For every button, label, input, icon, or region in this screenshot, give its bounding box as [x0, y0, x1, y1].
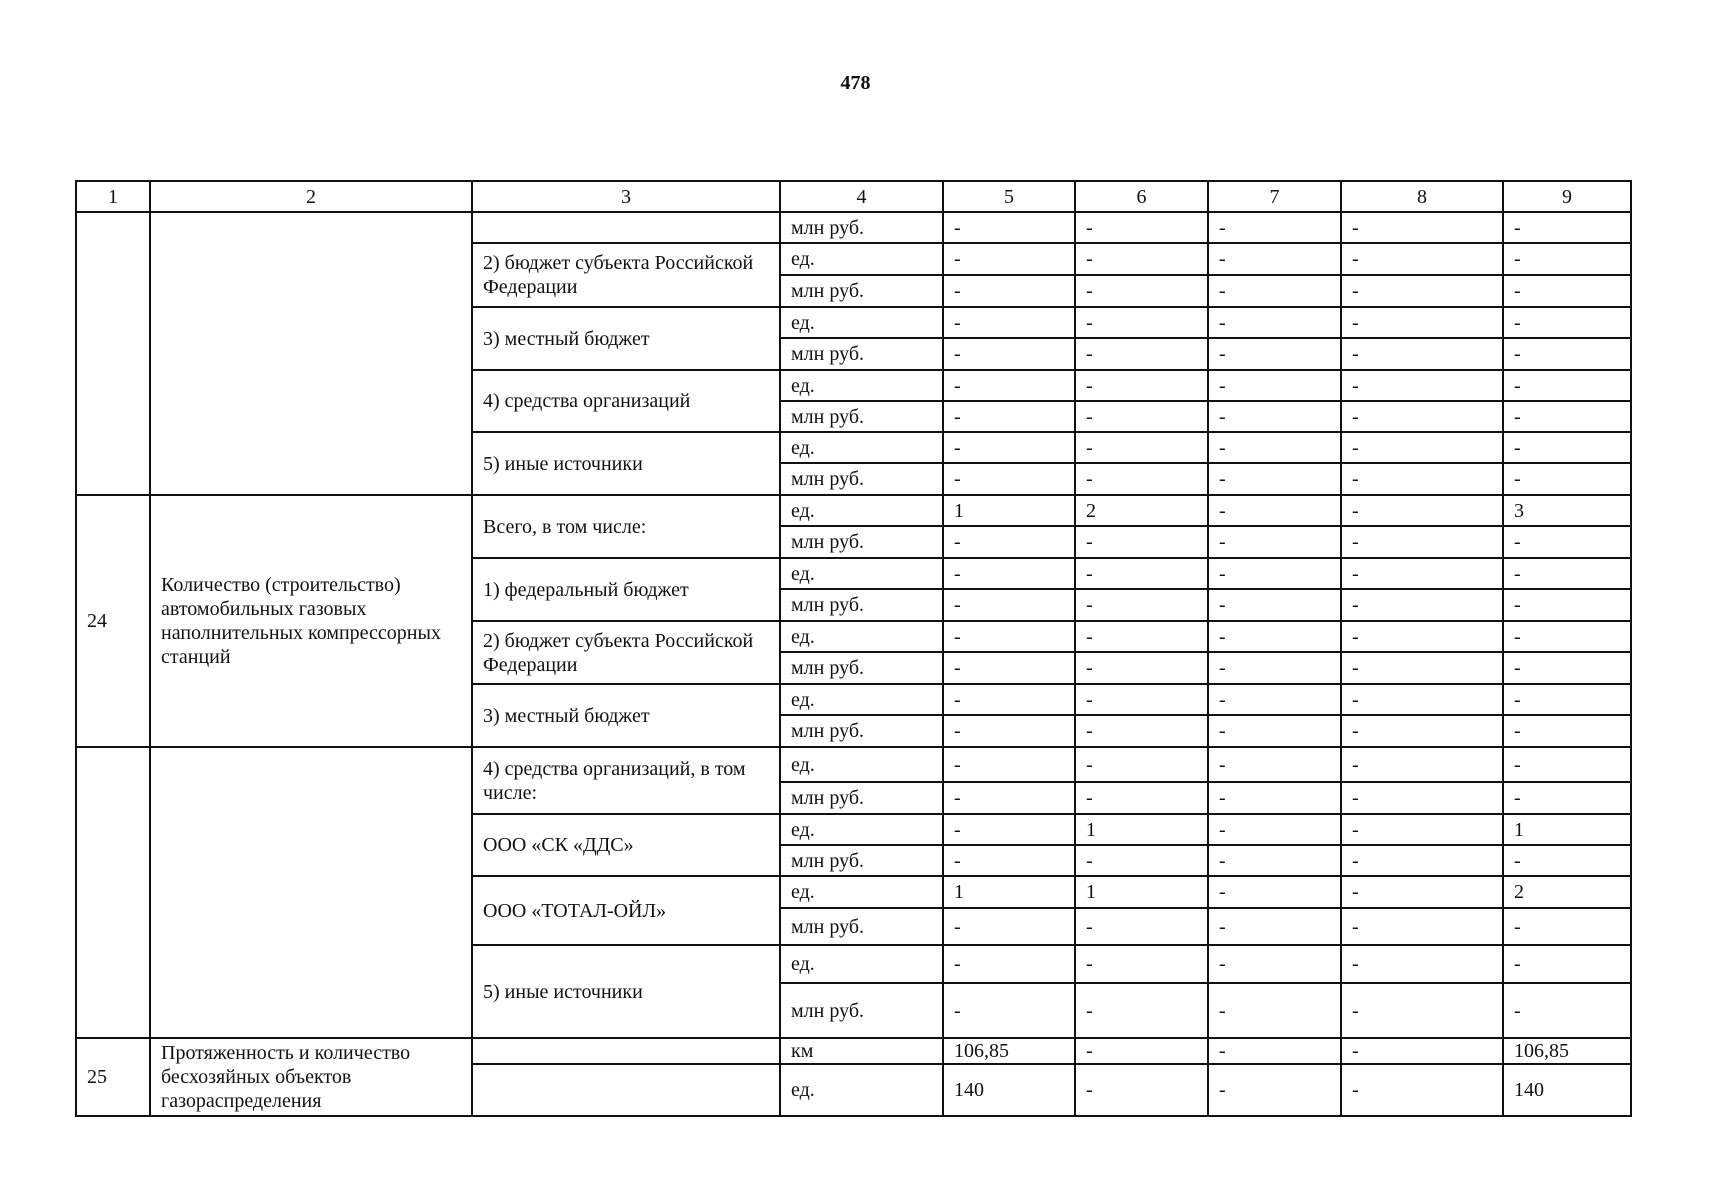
value-cell: -: [1341, 945, 1503, 983]
value-cell: 1: [1503, 814, 1631, 845]
value-cell: -: [1503, 370, 1631, 401]
value-cell: -: [1075, 370, 1208, 401]
unit-cell: ед.: [780, 432, 943, 463]
value-cell: -: [1208, 876, 1341, 908]
value-cell: -: [1075, 621, 1208, 652]
value-cell: -: [943, 715, 1075, 747]
value-cell: -: [1341, 652, 1503, 684]
value-cell: -: [1208, 747, 1341, 782]
value-cell: 3: [1503, 495, 1631, 526]
unit-cell: млн руб.: [780, 275, 943, 307]
unit-cell: ед.: [780, 307, 943, 338]
value-cell: -: [943, 526, 1075, 558]
funding-source-cell: 1) федеральный бюджет: [472, 558, 780, 621]
value-cell: 1: [1075, 814, 1208, 845]
funding-source-cell: 5) иные источники: [472, 945, 780, 1038]
table-row: [76, 747, 1631, 782]
value-cell: -: [1075, 1064, 1208, 1116]
funding-source-cell: [472, 212, 780, 243]
value-cell: -: [943, 275, 1075, 307]
value-cell: -: [1503, 463, 1631, 495]
value-cell: -: [1075, 275, 1208, 307]
table-row: [76, 1038, 1631, 1064]
funding-source-cell: [472, 1038, 780, 1064]
unit-cell: ед.: [780, 945, 943, 983]
value-cell: -: [1341, 983, 1503, 1038]
funding-source-cell: [472, 1064, 780, 1116]
value-cell: -: [1075, 243, 1208, 275]
value-cell: -: [1208, 621, 1341, 652]
funding-source-cell: 5) иные источники: [472, 432, 780, 495]
value-cell: -: [1075, 401, 1208, 432]
unit-cell: млн руб.: [780, 463, 943, 495]
row-number-cell: 24: [76, 495, 150, 747]
value-cell: -: [1075, 526, 1208, 558]
value-cell: -: [1503, 526, 1631, 558]
value-cell: -: [1341, 495, 1503, 526]
value-cell: -: [1208, 589, 1341, 621]
indicator-cell: [150, 212, 472, 495]
indicator-cell: Протяженность и количество бесхозяйных объектов газораспределения: [150, 1038, 472, 1116]
funding-source-cell: 2) бюджет субъекта Российской Федерации: [472, 621, 780, 684]
unit-cell: ед.: [780, 747, 943, 782]
unit-cell: ед.: [780, 243, 943, 275]
unit-cell: млн руб.: [780, 782, 943, 814]
funding-source-cell: Всего, в том числе:: [472, 495, 780, 558]
value-cell: -: [1503, 715, 1631, 747]
value-cell: -: [1341, 715, 1503, 747]
row-number-cell: [76, 212, 150, 495]
value-cell: -: [943, 945, 1075, 983]
unit-cell: млн руб.: [780, 526, 943, 558]
value-cell: -: [943, 782, 1075, 814]
value-cell: -: [1208, 275, 1341, 307]
value-cell: -: [1503, 908, 1631, 945]
value-cell: -: [1341, 1064, 1503, 1116]
value-cell: -: [943, 401, 1075, 432]
value-cell: -: [1208, 983, 1341, 1038]
value-cell: -: [1341, 782, 1503, 814]
value-cell: -: [1503, 845, 1631, 876]
value-cell: -: [1208, 715, 1341, 747]
unit-cell: млн руб.: [780, 338, 943, 370]
value-cell: -: [943, 432, 1075, 463]
value-cell: -: [1503, 558, 1631, 589]
value-cell: -: [1075, 908, 1208, 945]
value-cell: -: [1503, 432, 1631, 463]
value-cell: -: [1208, 370, 1341, 401]
value-cell: 1: [1075, 876, 1208, 908]
value-cell: -: [1341, 432, 1503, 463]
value-cell: -: [1208, 814, 1341, 845]
value-cell: -: [1503, 307, 1631, 338]
value-cell: -: [1341, 307, 1503, 338]
unit-cell: млн руб.: [780, 589, 943, 621]
unit-cell: млн руб.: [780, 401, 943, 432]
value-cell: -: [943, 983, 1075, 1038]
unit-cell: ед.: [780, 876, 943, 908]
header-cell: 9: [1503, 181, 1631, 212]
row-number-cell: 25: [76, 1038, 150, 1116]
value-cell: 106,85: [1503, 1038, 1631, 1064]
value-cell: -: [1075, 684, 1208, 715]
value-cell: -: [1075, 558, 1208, 589]
value-cell: -: [943, 814, 1075, 845]
table-row: [76, 495, 1631, 526]
value-cell: -: [1075, 845, 1208, 876]
value-cell: -: [1208, 243, 1341, 275]
value-cell: -: [1075, 1038, 1208, 1064]
unit-cell: млн руб.: [780, 908, 943, 945]
value-cell: 1: [943, 876, 1075, 908]
value-cell: 106,85: [943, 1038, 1075, 1064]
value-cell: 2: [1503, 876, 1631, 908]
value-cell: -: [1208, 463, 1341, 495]
value-cell: -: [1341, 621, 1503, 652]
indicator-cell: [150, 747, 472, 1038]
header-cell: 5: [943, 181, 1075, 212]
funding-source-cell: ООО «ТОТАЛ-ОЙЛ»: [472, 876, 780, 945]
data-table: [75, 180, 1632, 1117]
value-cell: -: [1208, 652, 1341, 684]
value-cell: 2: [1075, 495, 1208, 526]
value-cell: -: [1208, 782, 1341, 814]
value-cell: -: [1075, 983, 1208, 1038]
value-cell: -: [943, 212, 1075, 243]
value-cell: -: [1208, 526, 1341, 558]
value-cell: -: [1208, 1038, 1341, 1064]
value-cell: -: [1503, 747, 1631, 782]
value-cell: -: [1075, 747, 1208, 782]
unit-cell: ед.: [780, 814, 943, 845]
value-cell: -: [1208, 338, 1341, 370]
value-cell: -: [1208, 558, 1341, 589]
value-cell: -: [1503, 652, 1631, 684]
value-cell: -: [1075, 715, 1208, 747]
value-cell: -: [1341, 275, 1503, 307]
value-cell: -: [1503, 275, 1631, 307]
value-cell: -: [943, 747, 1075, 782]
unit-cell: ед.: [780, 621, 943, 652]
funding-source-cell: 4) средства организаций: [472, 370, 780, 432]
value-cell: -: [1075, 463, 1208, 495]
value-cell: -: [1208, 1064, 1341, 1116]
value-cell: -: [1208, 945, 1341, 983]
value-cell: -: [1503, 983, 1631, 1038]
funding-source-cell: 3) местный бюджет: [472, 307, 780, 370]
value-cell: -: [1208, 307, 1341, 338]
value-cell: -: [1075, 782, 1208, 814]
unit-cell: ед.: [780, 370, 943, 401]
value-cell: -: [1341, 558, 1503, 589]
value-cell: -: [1341, 908, 1503, 945]
value-cell: -: [1208, 495, 1341, 526]
unit-cell: млн руб.: [780, 983, 943, 1038]
value-cell: -: [943, 908, 1075, 945]
value-cell: -: [1341, 747, 1503, 782]
header-cell: 6: [1075, 181, 1208, 212]
unit-cell: ед.: [780, 558, 943, 589]
value-cell: -: [1075, 338, 1208, 370]
value-cell: -: [1075, 307, 1208, 338]
value-cell: -: [1075, 945, 1208, 983]
page-number: 478: [840, 72, 871, 94]
value-cell: -: [943, 243, 1075, 275]
value-cell: -: [1341, 212, 1503, 243]
value-cell: 1: [943, 495, 1075, 526]
unit-cell: млн руб.: [780, 715, 943, 747]
value-cell: -: [1208, 908, 1341, 945]
value-cell: -: [1341, 401, 1503, 432]
value-cell: -: [1341, 1038, 1503, 1064]
row-number-cell: [76, 747, 150, 1038]
value-cell: -: [1208, 845, 1341, 876]
unit-cell: млн руб.: [780, 845, 943, 876]
value-cell: 140: [943, 1064, 1075, 1116]
value-cell: -: [1341, 814, 1503, 845]
value-cell: -: [943, 684, 1075, 715]
value-cell: -: [1341, 684, 1503, 715]
header-row: [76, 181, 1631, 212]
value-cell: -: [1341, 526, 1503, 558]
table-row: [76, 212, 1631, 243]
unit-cell: ед.: [780, 495, 943, 526]
value-cell: -: [943, 652, 1075, 684]
value-cell: -: [943, 307, 1075, 338]
value-cell: -: [1341, 463, 1503, 495]
value-cell: -: [1503, 401, 1631, 432]
value-cell: -: [943, 589, 1075, 621]
indicator-cell: Количество (строительство) автомобильных газовых наполнительных компрессорных станций: [150, 495, 472, 747]
value-cell: -: [1503, 782, 1631, 814]
value-cell: -: [1503, 212, 1631, 243]
value-cell: -: [1208, 401, 1341, 432]
funding-source-cell: ООО «СК «ДДС»: [472, 814, 780, 876]
value-cell: -: [1503, 945, 1631, 983]
unit-cell: ед.: [780, 1064, 943, 1116]
value-cell: -: [1208, 684, 1341, 715]
unit-cell: млн руб.: [780, 652, 943, 684]
value-cell: -: [943, 463, 1075, 495]
value-cell: -: [1075, 652, 1208, 684]
value-cell: -: [943, 558, 1075, 589]
value-cell: -: [943, 845, 1075, 876]
value-cell: -: [1503, 684, 1631, 715]
value-cell: -: [1075, 589, 1208, 621]
value-cell: -: [1208, 212, 1341, 243]
value-cell: -: [1341, 589, 1503, 621]
value-cell: -: [1075, 212, 1208, 243]
header-cell: 7: [1208, 181, 1341, 212]
value-cell: -: [1503, 338, 1631, 370]
unit-cell: км: [780, 1038, 943, 1064]
header-cell: 4: [780, 181, 943, 212]
value-cell: -: [1341, 876, 1503, 908]
value-cell: -: [943, 338, 1075, 370]
value-cell: -: [1503, 243, 1631, 275]
value-cell: -: [1341, 338, 1503, 370]
funding-source-cell: 2) бюджет субъекта Российской Федерации: [472, 243, 780, 307]
header-cell: 1: [76, 181, 150, 212]
unit-cell: ед.: [780, 684, 943, 715]
header-cell: 8: [1341, 181, 1503, 212]
value-cell: -: [1341, 370, 1503, 401]
value-cell: -: [1503, 621, 1631, 652]
value-cell: -: [1208, 432, 1341, 463]
value-cell: -: [1341, 243, 1503, 275]
funding-source-cell: 4) средства организаций, в том числе:: [472, 747, 780, 814]
value-cell: -: [943, 621, 1075, 652]
value-cell: -: [1341, 845, 1503, 876]
unit-cell: млн руб.: [780, 212, 943, 243]
value-cell: -: [1075, 432, 1208, 463]
header-cell: 2: [150, 181, 472, 212]
header-cell: 3: [472, 181, 780, 212]
value-cell: -: [1503, 589, 1631, 621]
value-cell: -: [943, 370, 1075, 401]
value-cell: 140: [1503, 1064, 1631, 1116]
funding-source-cell: 3) местный бюджет: [472, 684, 780, 747]
